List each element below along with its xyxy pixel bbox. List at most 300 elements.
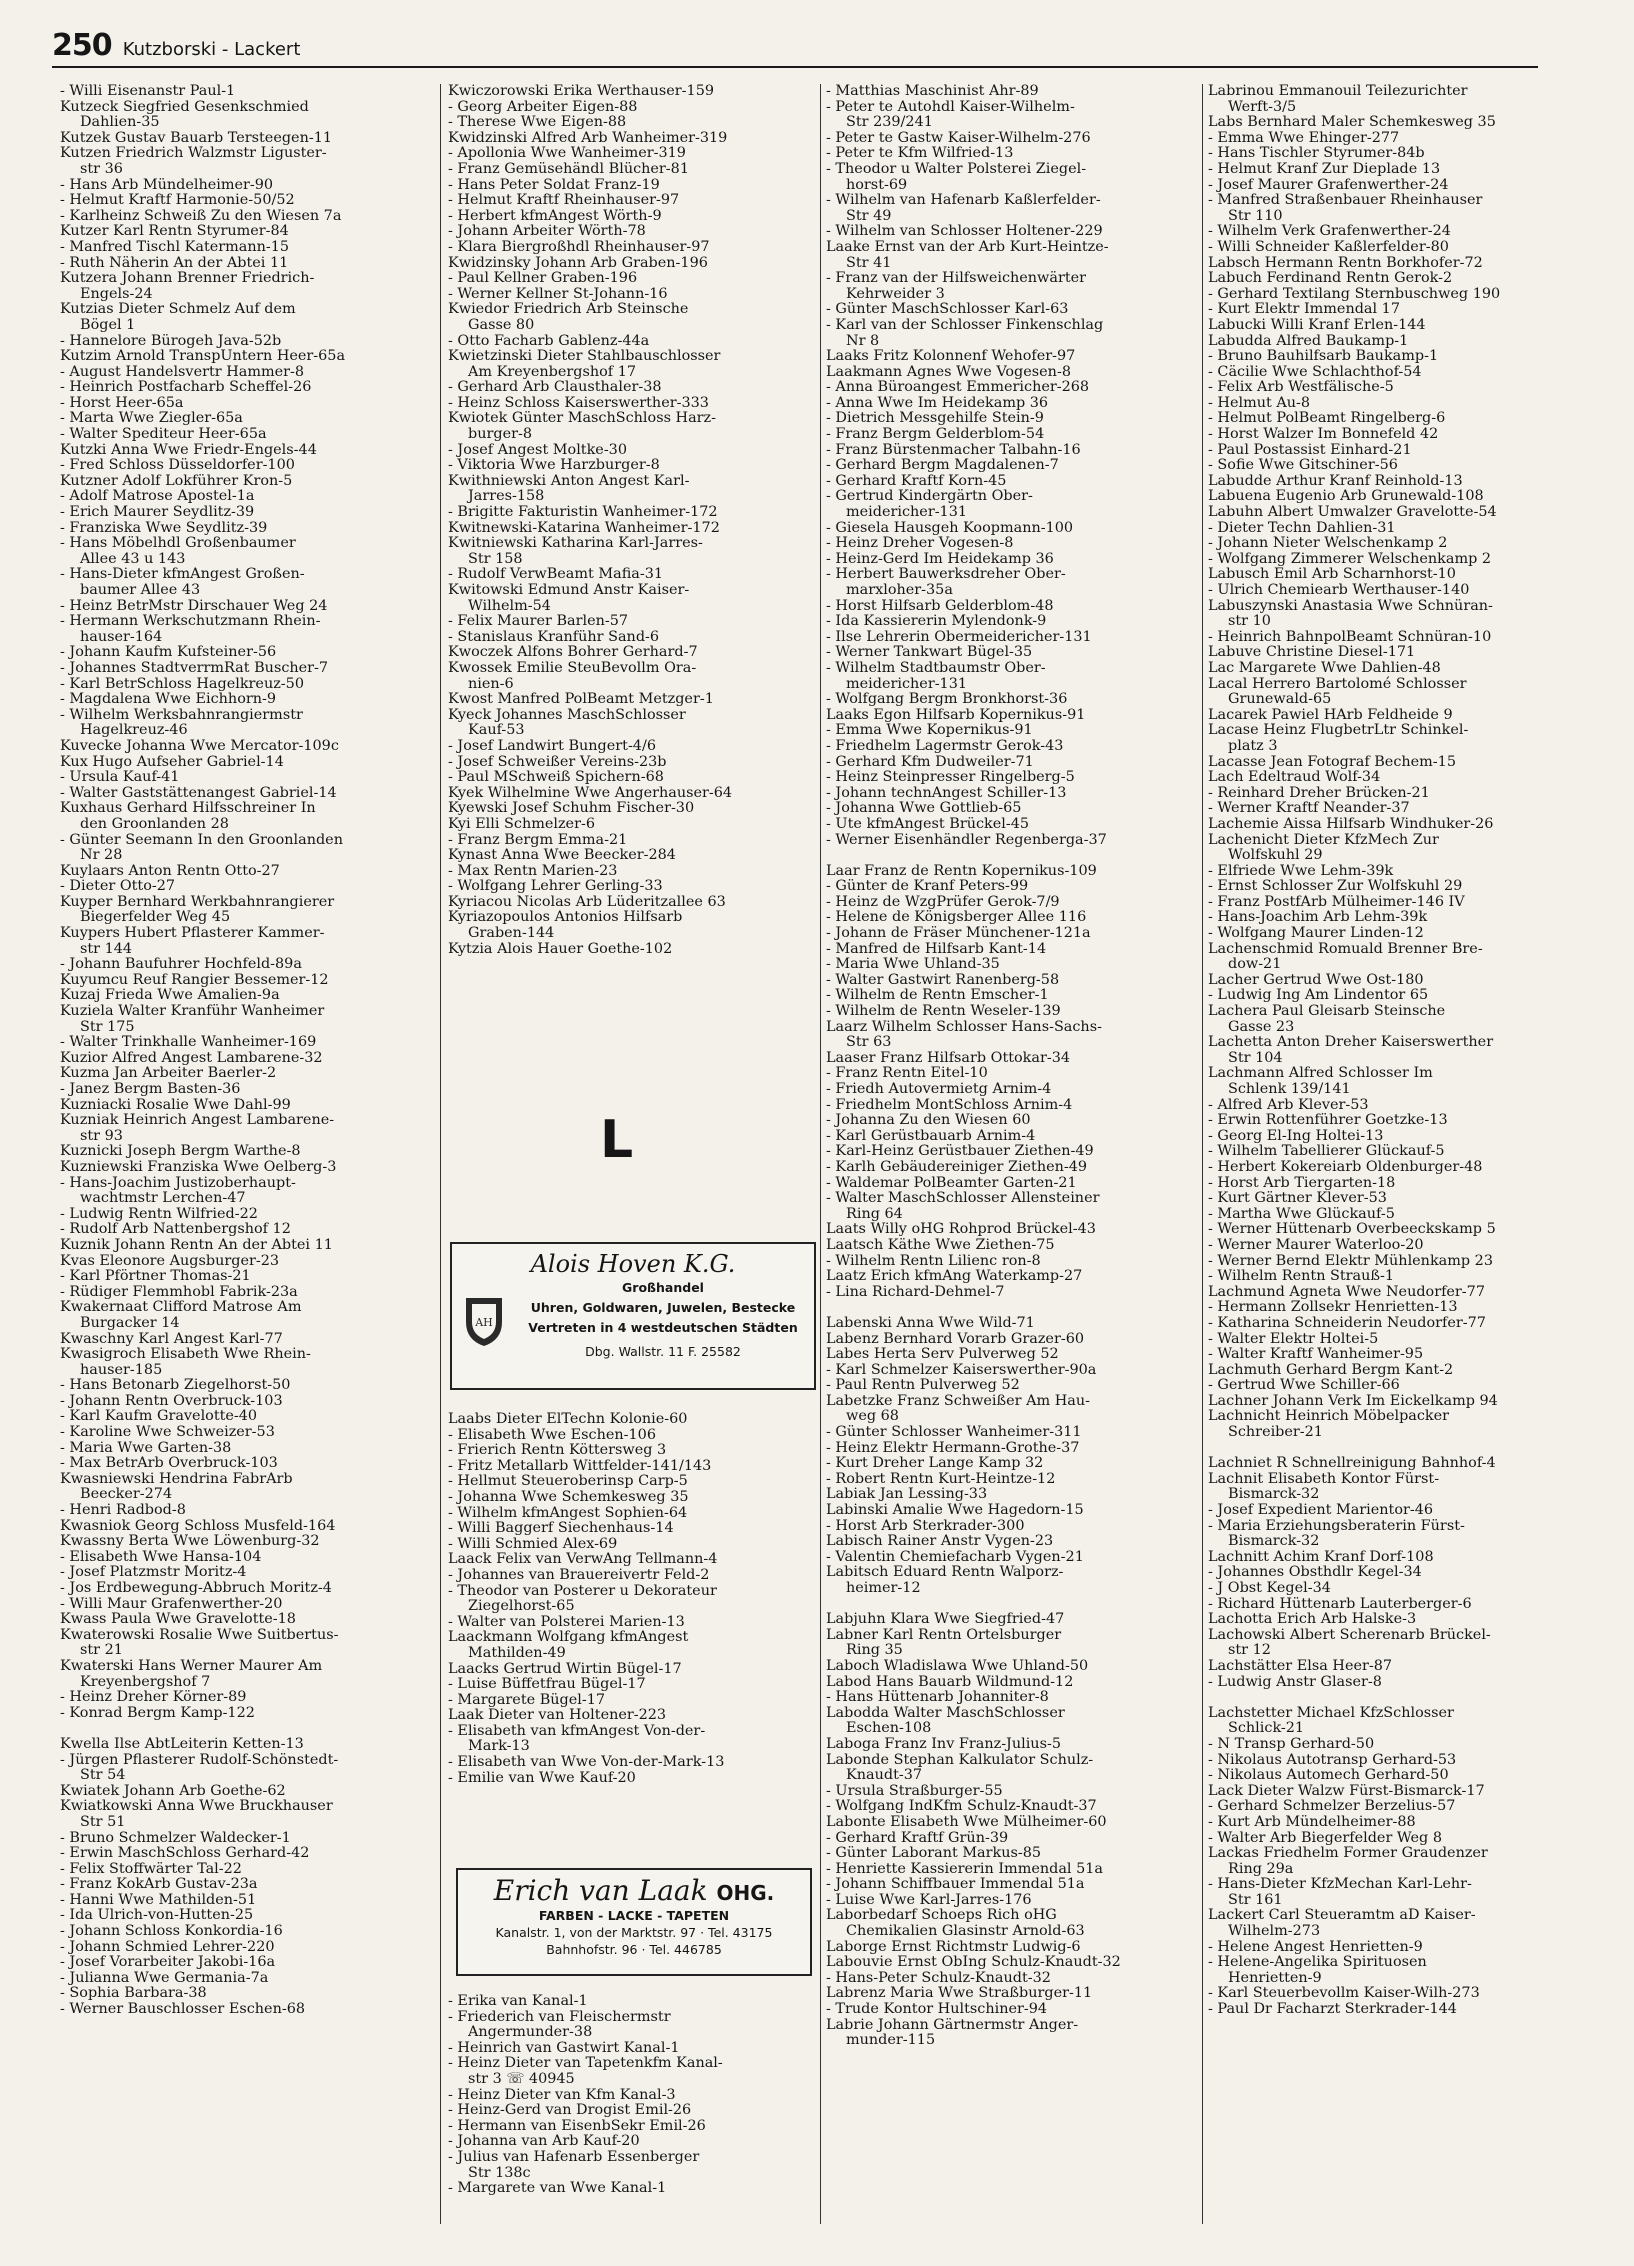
directory-entry: - Ulrich Chemiearb Werthauser-140 (1208, 582, 1470, 598)
directory-entry: Lack Dieter Walzw Fürst-Bismarck-17 (1208, 1782, 1485, 1799)
directory-entry: - Rudolf Arb Nattenbergshof 12 (60, 1221, 291, 1238)
directory-entry: - Wolfgang Lehrer Gerling-33 (448, 878, 663, 895)
directory-entry: Kwaterski Hans Werner Maurer Am (60, 1657, 323, 1674)
directory-entry: Kuzniewski Franziska Wwe Oelberg-3 (60, 1158, 337, 1175)
directory-entry: - Karoline Wwe Schweizer-53 (60, 1424, 275, 1441)
directory-entry: - Waldemar PolBeamter Garten-21 (826, 1174, 1077, 1191)
directory-entry: Kwaschny Karl Angest Karl-77 (60, 1330, 283, 1347)
directory-entry: Labitsch Eduard Rentn Walporz- (826, 1564, 1064, 1581)
directory-entry: - Martha Wwe Glückauf-5 (1208, 1205, 1395, 1222)
directory-entry: - Anna Büroangest Emmericher-268 (826, 379, 1090, 396)
directory-entry: Labodda Walter MaschSchlosser (826, 1704, 1065, 1721)
directory-entry: Kutzias Dieter Schmelz Auf dem (60, 301, 296, 318)
directory-entry: - Hermann van EisenbSekr Emil-26 (448, 2117, 706, 2134)
directory-entry: - Felix Arb Westfälische-5 (1208, 379, 1394, 396)
directory-entry: - Johann technAngest Schiller-13 (826, 784, 1067, 801)
directory-entry: - Gerhard Kraftf Korn-45 (826, 472, 1007, 489)
directory-entry: - Karl Schmelzer Kaiserswerther-90a (826, 1361, 1097, 1378)
directory-entry: - Walter Kraftf Wanheimer-95 (1208, 1346, 1424, 1363)
directory-entry: - Heinz Steinpresser Ringelberg-5 (826, 769, 1075, 786)
directory-entry: - Wilhelm Rentn Strauß-1 (1208, 1268, 1395, 1285)
directory-entry: - Werner Tankwart Bügel-35 (826, 644, 1033, 661)
directory-entry: - Magdalena Wwe Eichhorn-9 (60, 691, 277, 708)
directory-entry: Kyriazopoulos Antonios Hilfsarb (448, 909, 683, 926)
directory-entry: Labouvie Ernst ObIng Schulz-Knaudt-32 (826, 1954, 1121, 1971)
directory-entry: - Josef Angest Moltke-30 (448, 441, 627, 458)
directory-entry: - August Handelsvertr Hammer-8 (60, 363, 305, 380)
directory-entry: - Fred Schloss Düsseldorfer-100 (60, 457, 295, 474)
directory-entry: Nr 8 (846, 332, 880, 349)
directory-entry: - Johann Arbeiter Wörth-78 (448, 223, 646, 240)
directory-entry: Kwiatkowski Anna Wwe Bruckhauser (60, 1798, 333, 1815)
directory-entry (1208, 1441, 1538, 1457)
directory-entry: - Johann Schiffbauer Immendal 51a (826, 1876, 1085, 1893)
directory-entry: - Heinz Dieter van Tapetenkfm Kanal- (448, 2055, 723, 2072)
directory-entry: Labrie Johann Gärtnermstr Anger- (826, 2016, 1079, 2033)
directory-entry: - Paul Rentn Pulverweg 52 (826, 1377, 1020, 1394)
directory-entry: Grunewald-65 (1228, 691, 1332, 708)
directory-entry: Ring 29a (1228, 1860, 1294, 1877)
directory-entry: Knaudt-37 (846, 1767, 923, 1784)
directory-column-2-middle (448, 1412, 818, 1786)
directory-entry: - Hellmut Steueroberinsp Carp-5 (448, 1473, 688, 1490)
directory-entry: - Johanna van Arb Kauf-20 (448, 2133, 640, 2150)
directory-entry: - Helmut Au-8 (1208, 394, 1311, 411)
directory-entry: Lachemie Aissa Hilfsarb Windhuker-26 (1208, 815, 1494, 832)
directory-entry: Kyeck Johannes MaschSchlosser (448, 706, 686, 723)
directory-entry: - Lina Richard-Dehmel-7 (826, 1283, 1005, 1300)
directory-entry: Labuhn Albert Umwalzer Gravelotte-54 (1208, 504, 1497, 521)
directory-entry: - Helmut Kraftf Harmonie-50/52 (60, 192, 295, 209)
ad-line: Großhandel (622, 1280, 704, 1295)
directory-entry: - Peter te Kfm Wilfried-13 (826, 145, 1014, 162)
directory-entry: - Bruno Schmelzer Waldecker-1 (60, 1829, 291, 1846)
directory-entry: - Elisabeth van kfmAngest Von-der- (448, 1722, 706, 1739)
directory-entry: Kreyenbergshof 7 (80, 1673, 211, 1690)
directory-entry: - Klara Biergroßhdl Rheinhauser-97 (448, 238, 710, 255)
directory-entry: - Heinz-Gerd van Drogist Emil-26 (448, 2102, 692, 2119)
directory-entry: - Kurt Gärtner Klever-53 (1208, 1190, 1387, 1207)
directory-entry: Kyriacou Nicolas Arb Lüderitzallee 63 (448, 893, 726, 910)
directory-entry: Ring 35 (846, 1642, 903, 1659)
directory-entry: - Erika van Kanal-1 (448, 1994, 588, 2009)
directory-entry: Wilhelm-273 (1228, 1923, 1321, 1940)
directory-entry: - Johannes van Brauereivertr Feld-2 (448, 1566, 710, 1583)
directory-entry: - Günter MaschSchlosser Karl-63 (826, 301, 1069, 318)
directory-entry: - Georg El-Ing Holtei-13 (1208, 1127, 1384, 1144)
directory-entry: - Theodor van Posterer u Dekorateur (448, 1582, 717, 1599)
directory-entry: Str 51 (80, 1813, 126, 1830)
directory-entry: - Kurt Elektr Immendal 17 (1208, 301, 1400, 318)
ad-line: FARBEN - LACKE - TAPETEN (538, 1908, 730, 1923)
directory-entry: - Dietrich Messgehilfe Stein-9 (826, 410, 1044, 427)
directory-entry: wachtmstr Lerchen-47 (80, 1190, 246, 1207)
directory-entry: Laborge Ernst Richtmstr Ludwig-6 (826, 1938, 1081, 1955)
directory-entry: Biegerfelder Weg 45 (80, 909, 231, 926)
directory-entry: Kuyper Bernhard Werkbahnrangierer (60, 893, 335, 910)
directory-entry: Kyewski Josef Schuhm Fischer-30 (448, 800, 695, 817)
directory-entry: - Elisabeth Wwe Hansa-104 (60, 1548, 262, 1565)
header-rule (52, 66, 1538, 68)
directory-entry: - Gertrud Wwe Schiller-66 (1208, 1377, 1400, 1394)
directory-entry: - Max BetrArb Overbruck-103 (60, 1455, 278, 1472)
page-header (52, 28, 300, 68)
directory-entry: - Elfriede Wwe Lehm-39k (1208, 862, 1394, 879)
directory-entry: Kwasniok Georg Schloss Musfeld-164 (60, 1517, 336, 1534)
directory-entry: - Margarete Bügel-17 (448, 1691, 606, 1708)
directory-entry: - Horst Heer-65a (60, 394, 184, 411)
directory-entry: - Helmut Kranf Zur Dieplade 13 (1208, 160, 1441, 177)
directory-entry: Lachniet R Schnellreinigung Bahnhof-4 (1208, 1455, 1496, 1472)
directory-entry: - Karl-Heinz Gerüstbauer Ziethen-49 (826, 1143, 1094, 1160)
directory-entry: Gasse 80 (468, 316, 535, 333)
directory-entry: - Helmut Kraftf Rheinhauser-97 (448, 192, 680, 209)
directory-entry: - Hans Hüttenarb Johanniter-8 (826, 1689, 1049, 1706)
directory-entry: - Kurt Arb Mündelheimer-88 (1208, 1813, 1416, 1830)
directory-entry: Hagelkreuz-46 (80, 722, 188, 739)
directory-entry: - Willi Schmied Alex-69 (448, 1535, 618, 1552)
directory-entry: - Felix Stoffwärter Tal-22 (60, 1860, 242, 1877)
directory-entry: Kwakernaat Clifford Matrose Am (60, 1299, 302, 1316)
directory-entry: - Trude Kontor Hultschiner-94 (826, 2001, 1048, 2018)
directory-entry: Labrinou Emmanouil Teilezurichter (1208, 84, 1468, 99)
directory-entry: Kutzner Adolf Lokführer Kron-5 (60, 472, 293, 489)
section-letter: L (600, 1110, 634, 1170)
directory-entry: - Wilhelm de Rentn Emscher-1 (826, 987, 1049, 1004)
directory-entry: Kuznicki Joseph Bergm Warthe-8 (60, 1143, 301, 1160)
directory-entry: Laakmann Agnes Wwe Vogesen-8 (826, 363, 1071, 380)
directory-entry: Kwoczek Alfons Bohrer Gerhard-7 (448, 644, 698, 661)
directory-entry: - Robert Rentn Kurt-Heintze-12 (826, 1470, 1056, 1487)
directory-entry: Kuzniak Heinrich Angest Lambarene- (60, 1112, 335, 1129)
directory-entry: - Wilhelm Stadtbaumstr Ober- (826, 659, 1046, 676)
directory-entry: Henrietten-9 (1228, 1969, 1322, 1986)
directory-entry: Lachenicht Dieter KfzMech Zur (1208, 831, 1439, 848)
directory-entry: Jarres-158 (468, 488, 545, 505)
directory-entry (826, 1597, 1196, 1613)
directory-entry: Str 104 (1228, 1049, 1283, 1066)
directory-entry: marxloher-35a (846, 582, 953, 598)
directory-entry: - Willi Baggerf Siechenhaus-14 (448, 1520, 674, 1537)
directory-entry: Burgacker 14 (80, 1314, 180, 1331)
directory-entry: - Karl van der Schlosser Finkenschlag (826, 316, 1104, 333)
directory-entry: - Marta Wwe Ziegler-65a (60, 410, 243, 427)
directory-entry: - Ludwig Anstr Glaser-8 (1208, 1673, 1382, 1690)
directory-entry: Graben-144 (468, 925, 555, 942)
directory-entry: Laatsch Käthe Wwe Ziethen-75 (826, 1236, 1055, 1253)
directory-entry: - Franziska Wwe Seydlitz-39 (60, 519, 268, 536)
directory-entry: - Heinz Dreher Vogesen-8 (826, 535, 1014, 552)
directory-entry: - Werner Maurer Waterloo-20 (1208, 1236, 1424, 1253)
directory-entry: - Ida Ulrich-von-Hutten-25 (60, 1907, 254, 1924)
directory-entry: Lachnitt Achim Kranf Dorf-108 (1208, 1548, 1434, 1565)
directory-entry: - Luise Wwe Karl-Jarres-176 (826, 1891, 1032, 1908)
directory-entry: Kwitniewski Katharina Karl-Jarres- (448, 535, 703, 552)
directory-entry: Beecker-274 (80, 1486, 173, 1503)
directory-entry: - Maria Wwe Garten-38 (60, 1439, 232, 1456)
directory-entry: - Hans-Peter Schulz-Knaudt-32 (826, 1969, 1051, 1986)
ad-line: Vertreten in 4 westdeutschen Städten (528, 1320, 798, 1335)
directory-entry: - Hannelore Bürogeh Java-52b (60, 332, 282, 349)
directory-entry: - Ute kfmAngest Brückel-45 (826, 815, 1030, 832)
directory-entry: Kwidzinski Alfred Arb Wanheimer-319 (448, 129, 728, 146)
directory-column-4 (1208, 84, 1538, 2018)
directory-entry: - Dieter Techn Dahlien-31 (1208, 519, 1396, 536)
directory-entry: - Wolfgang Maurer Linden-12 (1208, 925, 1424, 942)
directory-entry: Laar Franz de Rentn Kopernikus-109 (826, 862, 1097, 879)
directory-entry: Lachera Paul Gleisarb Steinsche (1208, 1003, 1446, 1020)
directory-entry: Kwasniewski Hendrina FabrArb (60, 1470, 293, 1487)
directory-entry: - Wilhelm kfmAngest Sophien-64 (448, 1504, 688, 1521)
directory-entry: - Helmut PolBeamt Ringelberg-6 (1208, 410, 1446, 427)
directory-entry: Ziegelhorst-65 (468, 1598, 575, 1615)
directory-entry: Schlick-21 (1228, 1720, 1305, 1737)
directory-entry: - Werner Kraftf Neander-37 (1208, 800, 1410, 817)
directory-entry: - Paul Dr Facharzt Sterkrader-144 (1208, 2001, 1457, 2018)
directory-entry: - Ruth Näherin An der Abtei 11 (60, 254, 289, 271)
directory-entry: Kwaterowski Rosalie Wwe Suitbertus- (60, 1626, 339, 1643)
directory-entry: Laabs Dieter ElTechn Kolonie-60 (448, 1412, 688, 1427)
directory-entry: burger-8 (468, 426, 532, 443)
directory-entry: Str 158 (468, 550, 523, 567)
directory-entry: Labs Bernhard Maler Schemkesweg 35 (1208, 114, 1496, 131)
directory-entry: - Johann de Fräser Münchener-121a (826, 925, 1091, 942)
directory-entry: Bismarck-32 (1228, 1533, 1320, 1550)
directory-entry: - Valentin Chemiefacharb Vygen-21 (826, 1548, 1084, 1565)
directory-entry: - Gertrud Kindergärtn Ober- (826, 488, 1033, 505)
directory-entry: - Karlheinz Schweiß Zu den Wiesen 7a (60, 207, 342, 224)
advertisement-hoven (450, 1242, 816, 1390)
directory-entry: - Heinrich van Gastwirt Kanal-1 (448, 2039, 680, 2056)
running-head: Kutzborski - Lackert (122, 39, 301, 60)
directory-entry: - Sophia Barbara-38 (60, 1985, 207, 2002)
directory-entry: - Heinrich BahnpolBeamt Schnüran-10 (1208, 628, 1492, 645)
directory-entry: Kyek Wilhelmine Wwe Angerhauser-64 (448, 784, 733, 801)
directory-entry: Labuena Eugenio Arb Grunewald-108 (1208, 488, 1484, 505)
directory-entry: - N Transp Gerhard-50 (1208, 1735, 1375, 1752)
directory-entry: - Friedhelm MontSchloss Arnim-4 (826, 1096, 1073, 1113)
directory-entry: Labuszynski Anastasia Wwe Schnüran- (1208, 597, 1493, 614)
directory-entry: - Werner Eisenhändler Regenberga-37 (826, 831, 1107, 848)
directory-entry: weg 68 (846, 1408, 899, 1425)
directory-entry: - Viktoria Wwe Harzburger-8 (448, 457, 660, 474)
directory-entry: - Therese Wwe Eigen-88 (448, 114, 627, 131)
directory-entry: Schlenk 139/141 (1228, 1081, 1351, 1097)
directory-entry: Lachmund Agneta Wwe Neudorfer-77 (1208, 1283, 1485, 1300)
directory-entry: Kutzer Karl Rentn Styrumer-84 (60, 223, 289, 240)
directory-entry: str 93 (80, 1127, 123, 1144)
directory-entry: Kynast Anna Wwe Beecker-284 (448, 847, 676, 864)
directory-entry: Labinski Amalie Wwe Hagedorn-15 (826, 1502, 1084, 1519)
directory-entry: Laboch Wladislawa Wwe Uhland-50 (826, 1657, 1089, 1674)
directory-entry: - Bruno Bauhilfsarb Baukamp-1 (1208, 348, 1439, 365)
directory-entry: - Josef Maurer Grafenwerther-24 (1208, 176, 1449, 193)
directory-entry: - Manfred de Hilfsarb Kant-14 (826, 940, 1047, 957)
directory-entry: - Johann Schloss Konkordia-16 (60, 1923, 283, 1940)
directory-entry: - Ida Kassiererin Mylendonk-9 (826, 613, 1047, 630)
directory-entry: Nr 28 (80, 847, 123, 864)
directory-entry: Laacks Gertrud Wirtin Bügel-17 (448, 1660, 682, 1677)
directory-entry: Lacal Herrero Bartolomé Schlosser (1208, 675, 1467, 692)
directory-entry: Lachenschmid Romuald Brenner Bre- (1208, 940, 1483, 957)
directory-entry: Labonde Stephan Kalkulator Schulz- (826, 1751, 1094, 1768)
directory-entry: - Stanislaus Kranführ Sand-6 (448, 628, 660, 645)
directory-entry: - Johann Kaufm Kufsteiner-56 (60, 644, 277, 661)
directory-entry: - Josef Expedient Marientor-46 (1208, 1502, 1434, 1519)
ad-line: Bahnhofstr. 96 · Tel. 446785 (546, 1942, 722, 1957)
directory-entry: Str 49 (846, 207, 892, 224)
directory-entry: Labuch Ferdinand Rentn Gerok-2 (1208, 270, 1453, 287)
directory-entry: Lacarek Pawiel HArb Feldheide 9 (1208, 706, 1453, 723)
directory-entry: Lac Margarete Wwe Dahlien-48 (1208, 659, 1441, 676)
directory-entry: - Walter Gaststättenangest Gabriel-14 (60, 784, 337, 801)
directory-entry: Kutzera Johann Brenner Friedrich- (60, 270, 315, 287)
directory-entry: Str 54 (80, 1767, 126, 1784)
directory-entry: Kuvecke Johanna Wwe Mercator-109c (60, 737, 339, 754)
directory-entry: Bismarck-32 (1228, 1486, 1320, 1503)
directory-entry: Kutzeck Siegfried Gesenkschmied (60, 98, 309, 115)
directory-entry: - Ernst Schlosser Zur Wolfskuhl 29 (1208, 878, 1463, 895)
directory-entry: Wilhelm-54 (468, 597, 551, 614)
directory-entry: - Karlh Gebäudereiniger Ziethen-49 (826, 1158, 1088, 1175)
directory-entry: - Franz PostfArb Mülheimer-146 IV (1208, 893, 1465, 910)
directory-entry: - Konrad Bergm Kamp-122 (60, 1704, 255, 1721)
directory-entry: - Herbert kfmAngest Wörth-9 (448, 207, 662, 224)
directory-entry: Labudda Alfred Baukamp-1 (1208, 332, 1409, 349)
crest-icon (460, 1292, 508, 1348)
directory-entry: - Walter MaschSchlosser Allensteiner (826, 1190, 1100, 1207)
directory-entry: - Friederich van Fleischermstr (448, 2008, 671, 2025)
directory-entry: - Georg Arbeiter Eigen-88 (448, 98, 638, 115)
directory-entry: Kwitnewski-Katarina Wanheimer-172 (448, 519, 720, 536)
directory-entry: - Max Rentn Marien-23 (448, 862, 618, 879)
directory-entry: str 12 (1228, 1642, 1271, 1659)
directory-entry: Laak Dieter van Holtener-223 (448, 1707, 667, 1724)
ad-line: Kanalstr. 1, von der Marktstr. 97 · Tel. 43175 (495, 1925, 773, 1940)
directory-entry: - Hans Möbelhdl Großenbaumer (60, 535, 296, 552)
directory-entry: - Erich Maurer Seydlitz-39 (60, 504, 255, 521)
directory-entry: Chemikalien Glasinstr Arnold-63 (846, 1923, 1085, 1940)
directory-entry: - Henri Radbod-8 (60, 1502, 186, 1519)
directory-entry: Am Kreyenbergshof 17 (468, 363, 637, 380)
directory-entry: - Johann Baufuhrer Hochfeld-89a (60, 956, 302, 973)
directory-entry: - Brigitte Fakturistin Wanheimer-172 (448, 504, 718, 521)
directory-entry: - Giesela Hausgeh Koopmann-100 (826, 519, 1074, 536)
directory-entry: - Helene-Angelika Spirituosen (1208, 1954, 1427, 1971)
directory-entry: platz 3 (1228, 737, 1278, 754)
directory-entry: - Horst Walzer Im Bonnefeld 42 (1208, 426, 1439, 443)
directory-entry: dow-21 (1228, 956, 1282, 973)
directory-entry: Labod Hans Bauarb Wildmund-12 (826, 1673, 1074, 1690)
directory-entry: - Heinz Elektr Hermann-Grothe-37 (826, 1439, 1080, 1456)
directory-entry: Lackert Carl Steueramtm aD Kaiser- (1208, 1907, 1476, 1924)
directory-entry: Kutzki Anna Wwe Friedr-Engels-44 (60, 441, 317, 458)
directory-entry: Labusch Emil Arb Scharnhorst-10 (1208, 566, 1456, 583)
directory-entry: - Wilhelm de Rentn Weseler-139 (826, 1003, 1061, 1020)
directory-entry: - Hans-Dieter KfzMechan Karl-Lehr- (1208, 1876, 1472, 1893)
directory-entry: Angermunder-38 (468, 2024, 593, 2041)
ad-company-name (458, 1874, 810, 1907)
directory-entry: - Kurt Dreher Lange Kamp 32 (826, 1455, 1044, 1472)
directory-entry: - Rüdiger Flemmhobl Fabrik-23a (60, 1283, 298, 1300)
directory-entry: - Ludwig Ing Am Lindentor 65 (1208, 987, 1429, 1004)
directory-entry: - Peter te Autohdl Kaiser-Wilhelm- (826, 98, 1075, 115)
directory-entry (826, 848, 1196, 864)
directory-entry: Labsch Hermann Rentn Borkhofer-72 (1208, 254, 1483, 271)
directory-entry: str 144 (80, 940, 133, 957)
directory-entry: - Hans Arb Mündelheimer-90 (60, 176, 274, 193)
directory-entry: - Wilhelm Verk Grafenwerther-24 (1208, 223, 1451, 240)
directory-entry: Lacher Gertrud Wwe Ost-180 (1208, 971, 1424, 988)
directory-entry: Kux Hugo Aufseher Gabriel-14 (60, 753, 284, 770)
directory-entry: - Heinz Dreher Körner-89 (60, 1689, 247, 1706)
directory-entry: Kutzim Arnold TranspUntern Heer-65a (60, 348, 346, 365)
directory-entry: - Gerhard Bergm Magdalenen-7 (826, 457, 1059, 474)
directory-entry: - Adolf Matrose Apostel-1a (60, 488, 255, 505)
column-divider (440, 84, 441, 2224)
directory-entry: - Hans-Joachim Justizoberhaupt- (60, 1174, 296, 1191)
directory-entry: - Dieter Otto-27 (60, 878, 176, 895)
directory-entry: Str 63 (846, 1034, 892, 1051)
advertisement-laak (456, 1868, 812, 1976)
directory-entry: - Willi Schneider Kaßlerfelder-80 (1208, 238, 1449, 255)
directory-entry: - Franz Gemüsehändl Blücher-81 (448, 160, 689, 177)
directory-entry: - Franz Bürstenmacher Talbahn-16 (826, 441, 1081, 458)
directory-entry: - Günter de Kranf Peters-99 (826, 878, 1029, 895)
directory-entry: Engels-24 (80, 285, 153, 302)
directory-entry: - Johannes Obsthdlr Kegel-34 (1208, 1564, 1422, 1581)
directory-entry: - Johann Nieter Welschenkamp 2 (1208, 535, 1448, 552)
directory-entry: - Gerhard Textilang Sternbuschweg 190 (1208, 285, 1501, 302)
directory-entry: - Theodor u Walter Polsterei Ziegel- (826, 160, 1087, 177)
directory-entry: Lachowski Albert Scherenarb Brückel- (1208, 1626, 1491, 1643)
directory-entry: - Josef Schweißer Vereins-23b (448, 753, 667, 770)
directory-entry: Laaser Franz Hilfsarb Ottokar-34 (826, 1049, 1071, 1066)
directory-entry: baumer Allee 43 (80, 582, 201, 598)
directory-entry: - Margarete van Wwe Kanal-1 (448, 2180, 667, 2197)
directory-entry: Lachmuth Gerhard Bergm Kant-2 (1208, 1361, 1454, 1378)
directory-entry: Labner Karl Rentn Ortelsburger (826, 1626, 1062, 1643)
directory-entry: - Horst Hilfsarb Gelderblom-48 (826, 597, 1054, 614)
directory-entry: - Herbert Bauwerksdreher Ober- (826, 566, 1066, 583)
directory-entry: - Walter Gastwirt Ranenberg-58 (826, 971, 1060, 988)
directory-entry: - Wilhelm Werksbahnrangiermstr (60, 706, 303, 723)
directory-entry: - Karl Steuerbevollm Kaiser-Wilh-273 (1208, 1985, 1480, 2002)
directory-entry: - Heinz Dieter van Kfm Kanal-3 (448, 2086, 676, 2103)
directory-entry: - Franz Rentn Eitel-10 (826, 1065, 988, 1082)
directory-entry: - Franz KokArb Gustav-23a (60, 1876, 258, 1893)
directory-entry: Kuyumcu Reuf Rangier Bessemer-12 (60, 971, 329, 988)
directory-entry: - Franz Bergm Emma-21 (448, 831, 628, 848)
directory-entry: - Erwin MaschSchloss Gerhard-42 (60, 1845, 310, 1862)
directory-entry: Labisch Rainer Anstr Vygen-23 (826, 1533, 1054, 1550)
directory-entry: - Günter Laborant Markus-85 (826, 1845, 1042, 1862)
directory-entry: Kuxhaus Gerhard Hilfsschreiner In (60, 800, 316, 817)
directory-entry: Lach Edeltraud Wolf-34 (1208, 769, 1381, 786)
directory-entry: - Katharina Schneiderin Neudorfer-77 (1208, 1314, 1486, 1331)
directory-entry: - Janez Bergm Basten-36 (60, 1081, 241, 1097)
directory-entry: str 21 (80, 1642, 123, 1659)
directory-entry: - Paul MSchweiß Spichern-68 (448, 769, 664, 786)
directory-entry: - Hans Tischler Styrumer-84b (1208, 145, 1425, 162)
directory-entry: Str 41 (846, 254, 892, 271)
directory-entry: Laborbedarf Schoeps Rich oHG (826, 1907, 1057, 1924)
directory-entry: - Hanni Wwe Mathilden-51 (60, 1891, 257, 1908)
directory-entry: - Heinz BetrMstr Dirschauer Weg 24 (60, 597, 328, 614)
directory-entry: - Ursula Kauf-41 (60, 769, 180, 786)
directory-entry: Laackmann Wolfgang kfmAngest (448, 1629, 689, 1646)
directory-entry: Kwiedor Friedrich Arb Steinsche (448, 301, 689, 318)
